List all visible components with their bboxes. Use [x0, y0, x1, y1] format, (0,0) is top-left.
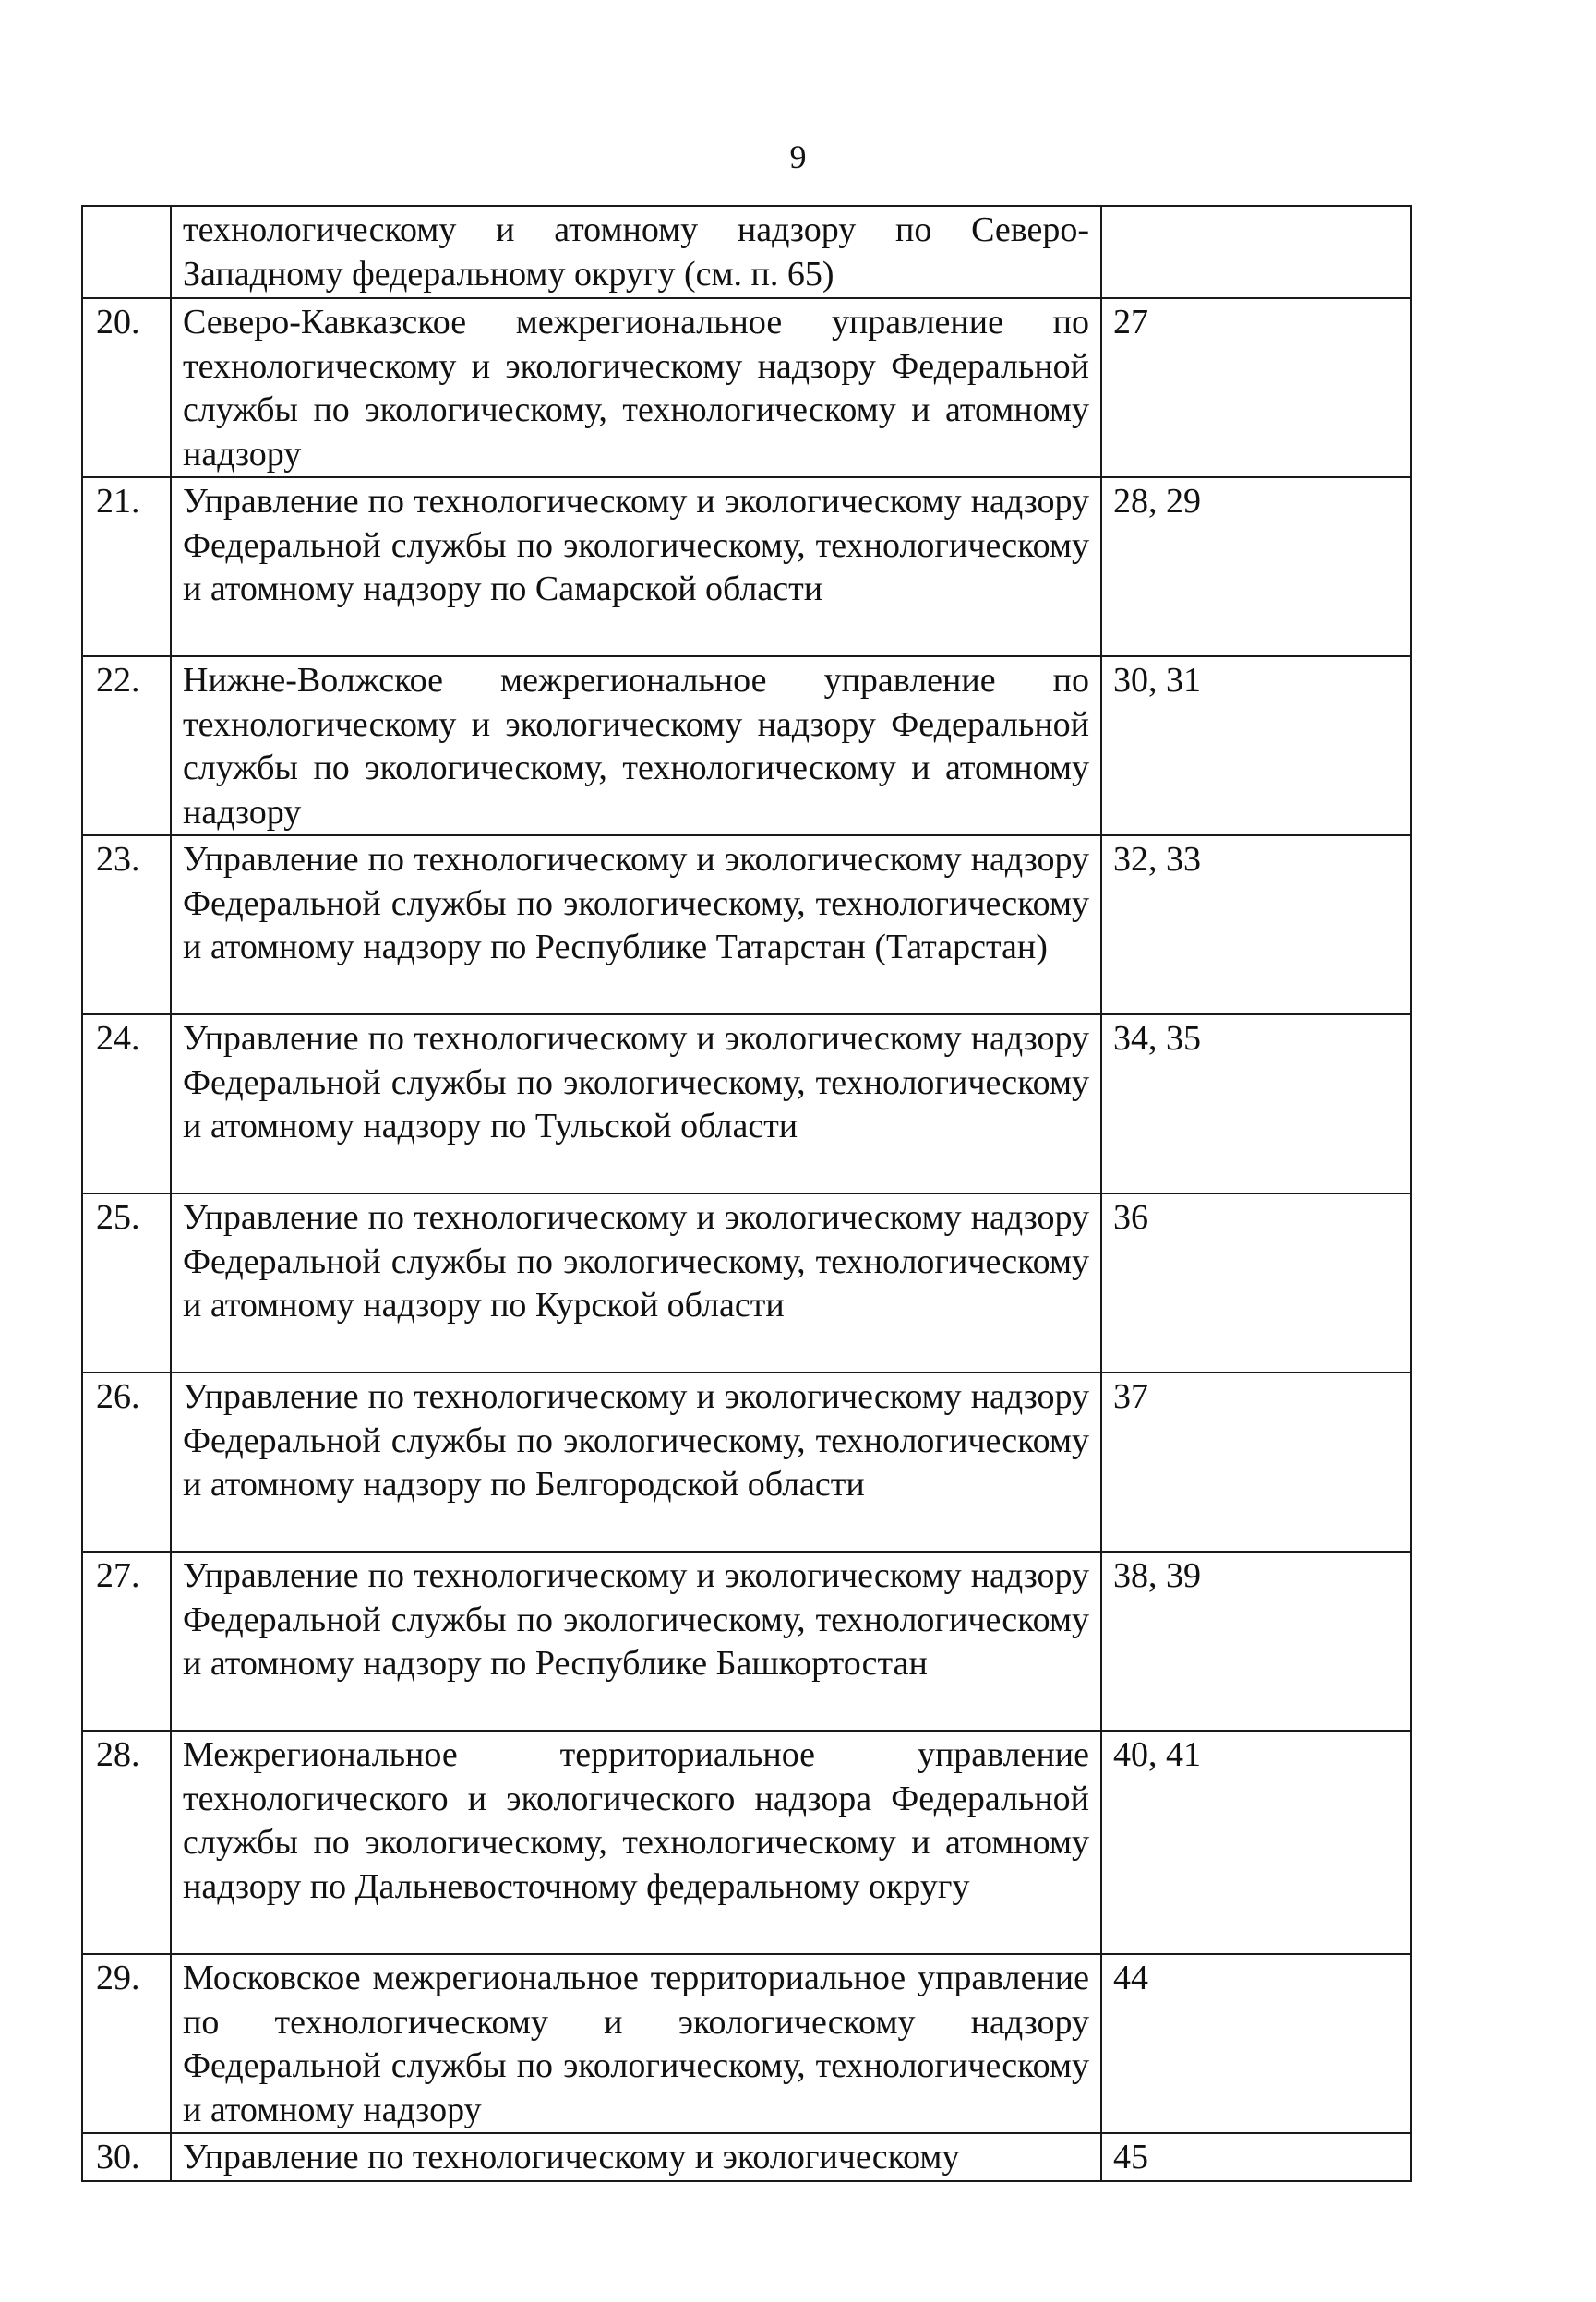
- table-row: [82, 206, 1411, 298]
- row-reference: 36: [1101, 1193, 1411, 1373]
- row-reference: 40, 41: [1101, 1731, 1411, 1954]
- row-number: 30.: [82, 2133, 171, 2181]
- row-text: Управление по технологическому и экологическому надзору Федеральной службы по экологическому, технологическому и атомному надзору по Республике Татарстан (Татарстан): [171, 835, 1101, 1014]
- row-text: Управление по технологическому и экологическому надзору Федеральной службы по экологическому, технологическому и атомному надзору по Белгородской области: [171, 1373, 1101, 1552]
- row-reference: 37: [1101, 1373, 1411, 1552]
- row-text: Управление по технологическому и экологическому надзору Федеральной службы по экологическому, технологическому и атомному надзору по Курской области: [171, 1193, 1101, 1373]
- row-reference: 27: [1101, 298, 1411, 477]
- table-row: [82, 1014, 1411, 1193]
- table-row: [82, 1731, 1411, 1954]
- row-number: 22.: [82, 656, 171, 835]
- table-row: [82, 298, 1411, 477]
- row-text: Управление по технологическому и экологическому надзору Федеральной службы по экологическому, технологическому и атомному надзору по Республике Башкортостан: [171, 1552, 1101, 1731]
- row-number: [82, 206, 171, 298]
- row-text: Управление по технологическому и экологическому надзору Федеральной службы по экологическому, технологическому и атомному надзору по Самарской области: [171, 477, 1101, 656]
- row-text: Северо-Кавказское межрегиональное управление по технологическому и экологическому надзору Федеральной службы по экологическому, технологическому и атомному надзору: [171, 298, 1101, 477]
- table-row: [82, 656, 1411, 835]
- row-number: 24.: [82, 1014, 171, 1193]
- row-reference: [1101, 206, 1411, 298]
- page-number: 9: [789, 138, 807, 175]
- row-text: Управление по технологическому и экологическому надзору Федеральной службы по экологическому, технологическому и атомному надзору по Тульской области: [171, 1014, 1101, 1193]
- row-number: 27.: [82, 1552, 171, 1731]
- row-reference: 28, 29: [1101, 477, 1411, 656]
- row-text: Межрегиональное территориальное управление технологического и экологического надзора Федеральной службы по экологическому, технологическому и атомному надзору по Дальневосточному федеральному округу: [171, 1731, 1101, 1954]
- table-row: [82, 835, 1411, 1014]
- row-text: Управление по технологическому и экологическому: [171, 2133, 1101, 2181]
- row-reference: 32, 33: [1101, 835, 1411, 1014]
- row-number: 25.: [82, 1193, 171, 1373]
- table-row: [82, 1954, 1411, 2133]
- table-row: [82, 2133, 1411, 2181]
- table-row: [82, 1552, 1411, 1731]
- row-reference: 30, 31: [1101, 656, 1411, 835]
- table-row: [82, 1193, 1411, 1373]
- row-text: Московское межрегиональное территориальное управление по технологическому и экологическому надзору Федеральной службы по экологическому, технологическому и атомному надзору: [171, 1954, 1101, 2133]
- row-text: Нижне-Волжское межрегиональное управление по технологическому и экологическому надзору Федеральной службы по экологическому, технологическому и атомному надзору: [171, 656, 1101, 835]
- row-reference: 44: [1101, 1954, 1411, 2133]
- row-reference: 45: [1101, 2133, 1411, 2181]
- row-number: 20.: [82, 298, 171, 477]
- table-row: [82, 1373, 1411, 1552]
- table-row: [82, 477, 1411, 656]
- row-text: технологическому и атомному надзору по Северо-Западному федеральному округу (см. п. 65): [171, 206, 1101, 298]
- row-number: 21.: [82, 477, 171, 656]
- agency-table: [81, 205, 1412, 2182]
- row-number: 28.: [82, 1731, 171, 1954]
- row-reference: 38, 39: [1101, 1552, 1411, 1731]
- row-reference: 34, 35: [1101, 1014, 1411, 1193]
- row-number: 29.: [82, 1954, 171, 2133]
- row-number: 23.: [82, 835, 171, 1014]
- row-number: 26.: [82, 1373, 171, 1552]
